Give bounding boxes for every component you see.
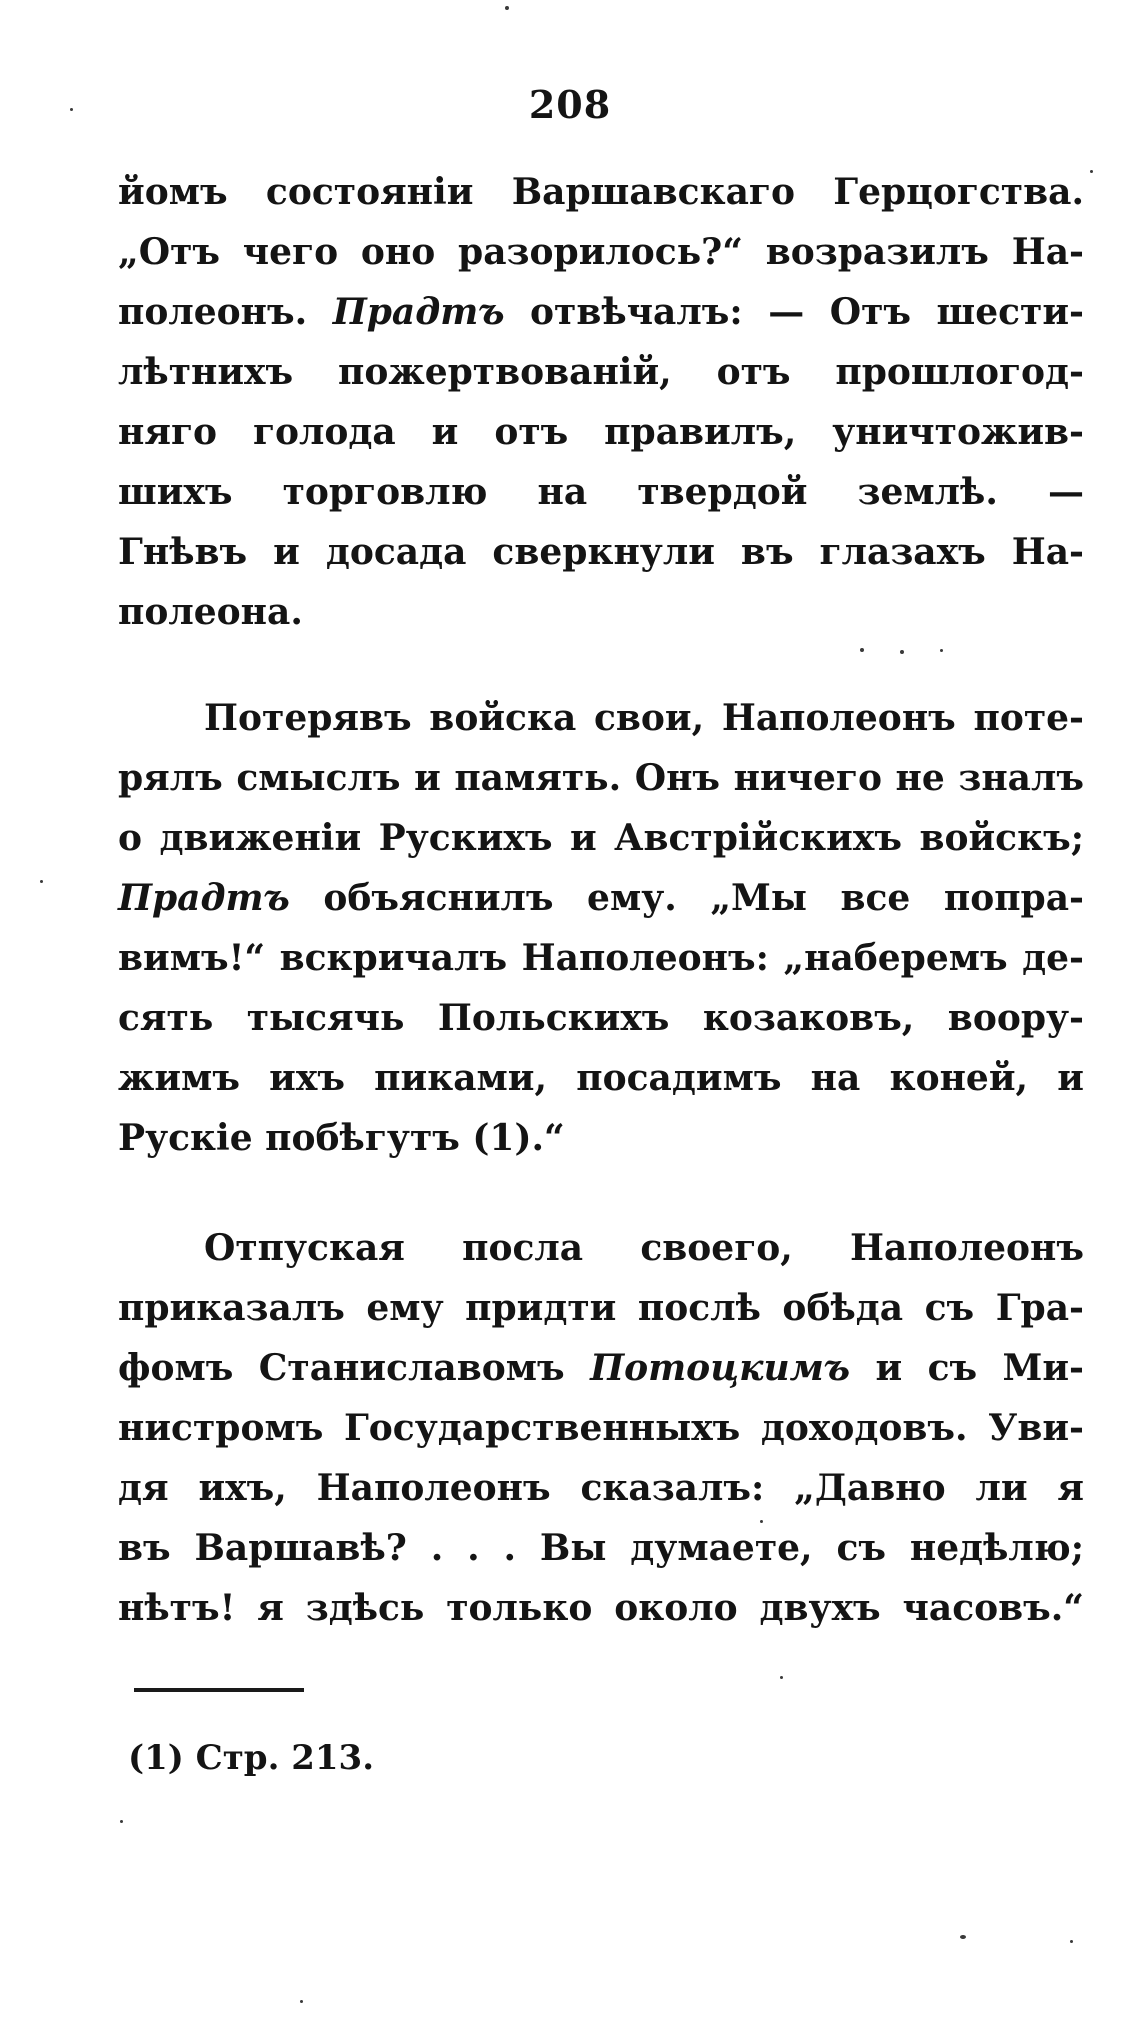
italic-name: Потоцкимъ [590, 1347, 851, 1389]
scan-speck [940, 649, 943, 652]
text-line: полеонъ. Прадтъ отвѣчалъ: — Отъ шести- [118, 291, 1084, 333]
text-line: нѣтъ! я здѣсь только около двухъ часовъ.“ [118, 1587, 1084, 1629]
text-line: шихъ торговлю на твердой землѣ. — [118, 471, 1084, 513]
scan-speck [1070, 1940, 1073, 1943]
text-line: Гнѣвъ и досада сверкнули въ глазахъ На- [118, 531, 1084, 573]
scan-speck [900, 650, 904, 654]
text-line: Потерявъ войска свои, Наполеонъ поте- [204, 697, 1084, 739]
text-line: въ Варшавѣ? . . . Вы думаете, съ недѣлю; [118, 1527, 1084, 1569]
scan-speck [505, 6, 509, 10]
text-line: сять тысячь Польскихъ козаковъ, воору- [118, 997, 1084, 1039]
scan-speck [760, 1520, 763, 1523]
footnote-divider [134, 1688, 304, 1692]
text-line: рялъ смыслъ и память. Онъ ничего не зналъ [118, 757, 1084, 799]
scan-speck [120, 1820, 123, 1823]
italic-name: Прадтъ [118, 877, 290, 919]
text-line: нистромъ Государственныхъ доходовъ. Уви- [118, 1407, 1084, 1449]
scan-speck [40, 880, 43, 883]
text-line: Отпуская посла своего, Наполеонъ [204, 1227, 1084, 1269]
paragraph-3 [118, 1218, 1084, 1638]
scan-speck [70, 108, 73, 111]
italic-name: Прадтъ [332, 291, 505, 333]
paragraph-2 [118, 688, 1084, 1168]
scan-speck [860, 648, 864, 652]
text-line: полеона. [118, 591, 303, 633]
text-line: жимъ ихъ пиками, посадимъ на коней, и [118, 1057, 1084, 1099]
text-line: лѣтнихъ пожертвованiй, отъ прошлогод- [118, 351, 1084, 393]
text-line: вимъ!“ вскричалъ Наполеонъ: „наберемъ де- [118, 937, 1084, 979]
scan-speck [1090, 170, 1093, 173]
page-number: 208 [528, 82, 612, 127]
text-line: няго голода и отъ правилъ, уничтожив- [118, 411, 1084, 453]
scan-speck [780, 1676, 783, 1679]
text-line: фомъ Станиславомъ Потоцкимъ и съ Ми- [118, 1347, 1084, 1389]
text-line: дя ихъ, Наполеонъ сказалъ: „Давно ли я [118, 1467, 1084, 1509]
footnote: (1) Стр. 213. [128, 1738, 375, 1778]
text-line: йомъ состоянiи Варшавскаго Герцогства. [118, 171, 1084, 213]
paragraph-1 [118, 162, 1084, 642]
text-line: Рускiе побѣгутъ (1).“ [118, 1117, 565, 1159]
text-line: о движенiи Рускихъ и Австрiйскихъ войскъ; [118, 817, 1084, 859]
text-line: приказалъ ему придти послѣ обѣда съ Гра- [118, 1287, 1084, 1329]
text-line: „Отъ чего оно разорилось?“ возразилъ На- [118, 231, 1084, 273]
scan-speck [960, 1935, 966, 1939]
text-line: Прадтъ объяснилъ ему. „Мы все попра- [118, 877, 1084, 919]
scan-speck [300, 2000, 303, 2003]
